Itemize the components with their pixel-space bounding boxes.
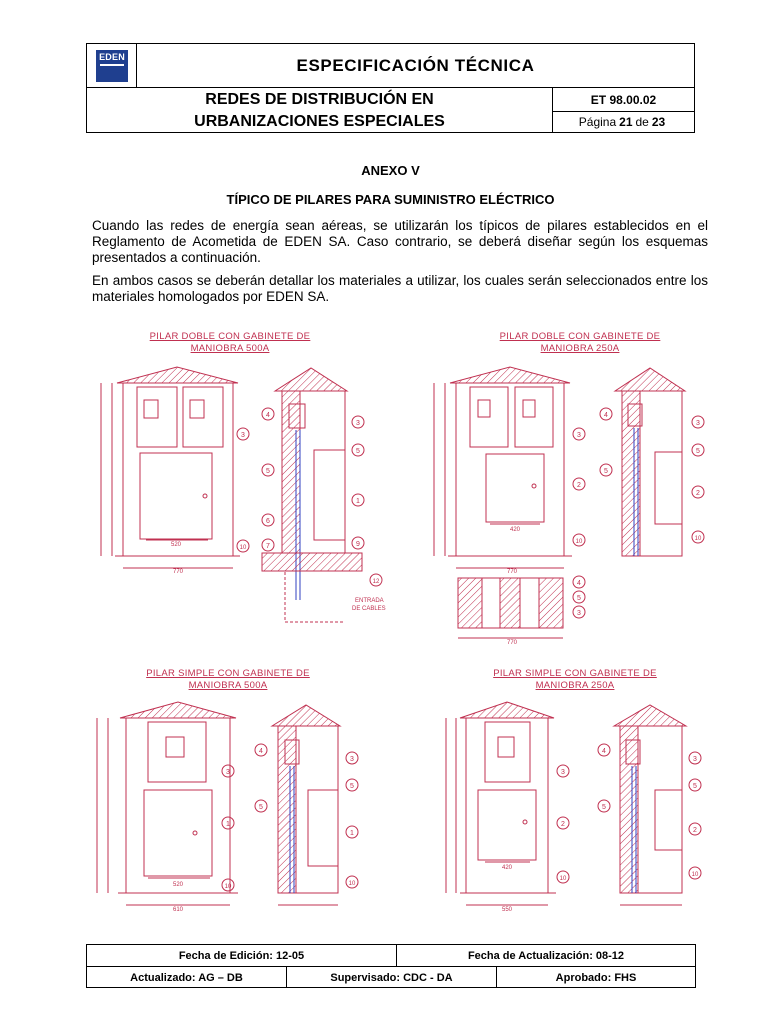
- section-title: TÍPICO DE PILARES PARA SUMINISTRO ELÉCTRICO: [226, 192, 555, 207]
- svg-text:10: 10: [559, 876, 567, 882]
- page-prefix: Página: [578, 115, 617, 129]
- svg-text:5: 5: [356, 448, 360, 455]
- svg-text:4: 4: [266, 412, 270, 419]
- svg-text:2: 2: [693, 827, 697, 834]
- subtitle-line-2: URBANIZACIONES ESPECIALES: [194, 113, 445, 130]
- svg-text:4: 4: [602, 748, 606, 755]
- drawing-2-front: [434, 367, 572, 568]
- svg-text:2: 2: [561, 821, 565, 828]
- page-of: de: [635, 115, 649, 129]
- svg-text:3: 3: [577, 610, 581, 617]
- drawing-4-caption-line-2: MANIOBRA 250A: [535, 680, 615, 691]
- drawing-4-width: 550: [501, 907, 513, 913]
- footer-fecha-actualizacion: Fecha de Actualización: 08-12: [467, 949, 625, 962]
- drawing-1-side: [262, 368, 362, 622]
- svg-text:770: 770: [506, 640, 518, 646]
- svg-text:10: 10: [575, 539, 583, 545]
- drawing-4-caption-line-1: PILAR SIMPLE CON GABINETE DE: [493, 668, 657, 679]
- svg-text:3: 3: [356, 420, 360, 427]
- footer-fecha-edicion: Fecha de Edición: 12-05: [87, 945, 397, 966]
- svg-text:10: 10: [691, 872, 699, 878]
- drawing-2-caption-line-2: MANIOBRA 250A: [540, 343, 620, 354]
- page-current: 21: [619, 115, 633, 129]
- drawing-3-caption-line-2: MANIOBRA 500A: [188, 680, 268, 691]
- svg-text:2: 2: [696, 490, 700, 497]
- svg-text:5: 5: [602, 804, 606, 811]
- svg-text:5: 5: [266, 468, 270, 475]
- svg-text:2: 2: [577, 482, 581, 489]
- svg-text:3: 3: [561, 769, 565, 776]
- paragraph-1: Cuando las redes de energía sean aéreas, se utilizarán los típicos de pilares establecidos en el Reglamento de Acometida de EDEN SA. Caso contrario, se deberá diseñar según los esquemas presentados a continuación.: [92, 218, 708, 265]
- svg-text:12: 12: [372, 579, 380, 585]
- svg-text:7: 7: [266, 543, 270, 550]
- svg-text:3: 3: [226, 769, 230, 776]
- svg-text:10: 10: [224, 884, 232, 890]
- svg-text:3: 3: [350, 756, 354, 763]
- svg-text:3: 3: [696, 420, 700, 427]
- svg-text:5: 5: [693, 783, 697, 790]
- footer-aprobado: Aprobado: FHS: [555, 971, 637, 984]
- svg-text:9: 9: [356, 541, 360, 548]
- svg-text:10: 10: [348, 881, 356, 887]
- svg-text:5: 5: [259, 804, 263, 811]
- page-total: 23: [651, 115, 666, 129]
- drawing-3-door: 520: [172, 882, 184, 888]
- svg-text:6: 6: [266, 518, 270, 525]
- drawing-1-width: 770: [172, 569, 184, 575]
- svg-text:10: 10: [239, 545, 247, 551]
- drawing-1-extra-2: DE CABLES: [352, 606, 386, 612]
- drawing-1-door: 520: [170, 542, 182, 548]
- document-title: ESPECIFICACIÓN TÉCNICA: [137, 44, 694, 88]
- svg-text:1: 1: [350, 830, 354, 837]
- drawing-2-plan: [458, 578, 563, 638]
- drawing-3-caption-line-1: PILAR SIMPLE CON GABINETE DE: [146, 668, 310, 679]
- drawing-3-width: 610: [172, 907, 184, 913]
- drawing-1-caption-line-1: PILAR DOBLE CON GABINETE DE: [149, 331, 311, 342]
- svg-text:1: 1: [356, 498, 360, 505]
- drawing-3-side: [272, 705, 340, 905]
- drawing-4-side: [614, 705, 686, 905]
- svg-text:4: 4: [604, 412, 608, 419]
- logo-text: EDEN: [99, 52, 125, 62]
- subtitle-line-1: REDES DE DISTRIBUCIÓN EN: [205, 91, 434, 108]
- annex-title: ANEXO V: [361, 163, 420, 178]
- svg-text:1: 1: [226, 821, 230, 828]
- drawing-1-front: [101, 367, 240, 568]
- paragraph-2: En ambos casos se deberán detallar los materiales a utilizar, los cuales serán seleccionados entre los materiales homologados por EDEN SA.: [92, 273, 708, 304]
- footer-actualizado: Actualizado: AG – DB: [87, 967, 287, 988]
- drawing-3-front: [97, 702, 238, 905]
- document-footer: [86, 944, 696, 988]
- drawing-4-door: 420: [501, 865, 513, 871]
- drawing-2-caption-line-1: PILAR DOBLE CON GABINETE DE: [499, 331, 661, 342]
- drawing-1-extra-1: ENTRADA: [355, 598, 384, 604]
- drawing-4-front: [446, 702, 556, 905]
- svg-text:5: 5: [604, 468, 608, 475]
- svg-text:3: 3: [577, 432, 581, 439]
- footer-supervisado: Supervisado: CDC - DA: [287, 967, 497, 988]
- svg-text:4: 4: [577, 580, 581, 587]
- svg-text:10: 10: [694, 536, 702, 542]
- svg-text:5: 5: [577, 595, 581, 602]
- drawing-2-width: 770: [506, 569, 518, 575]
- svg-text:3: 3: [241, 432, 245, 439]
- drawing-1-caption-line-2: MANIOBRA 500A: [190, 343, 270, 354]
- drawing-2-door: 420: [509, 527, 521, 533]
- svg-text:3: 3: [693, 756, 697, 763]
- svg-text:4: 4: [259, 748, 263, 755]
- svg-text:5: 5: [696, 448, 700, 455]
- drawing-2-side: [615, 368, 685, 556]
- document-code: ET 98.00.02: [553, 88, 694, 112]
- svg-text:5: 5: [350, 783, 354, 790]
